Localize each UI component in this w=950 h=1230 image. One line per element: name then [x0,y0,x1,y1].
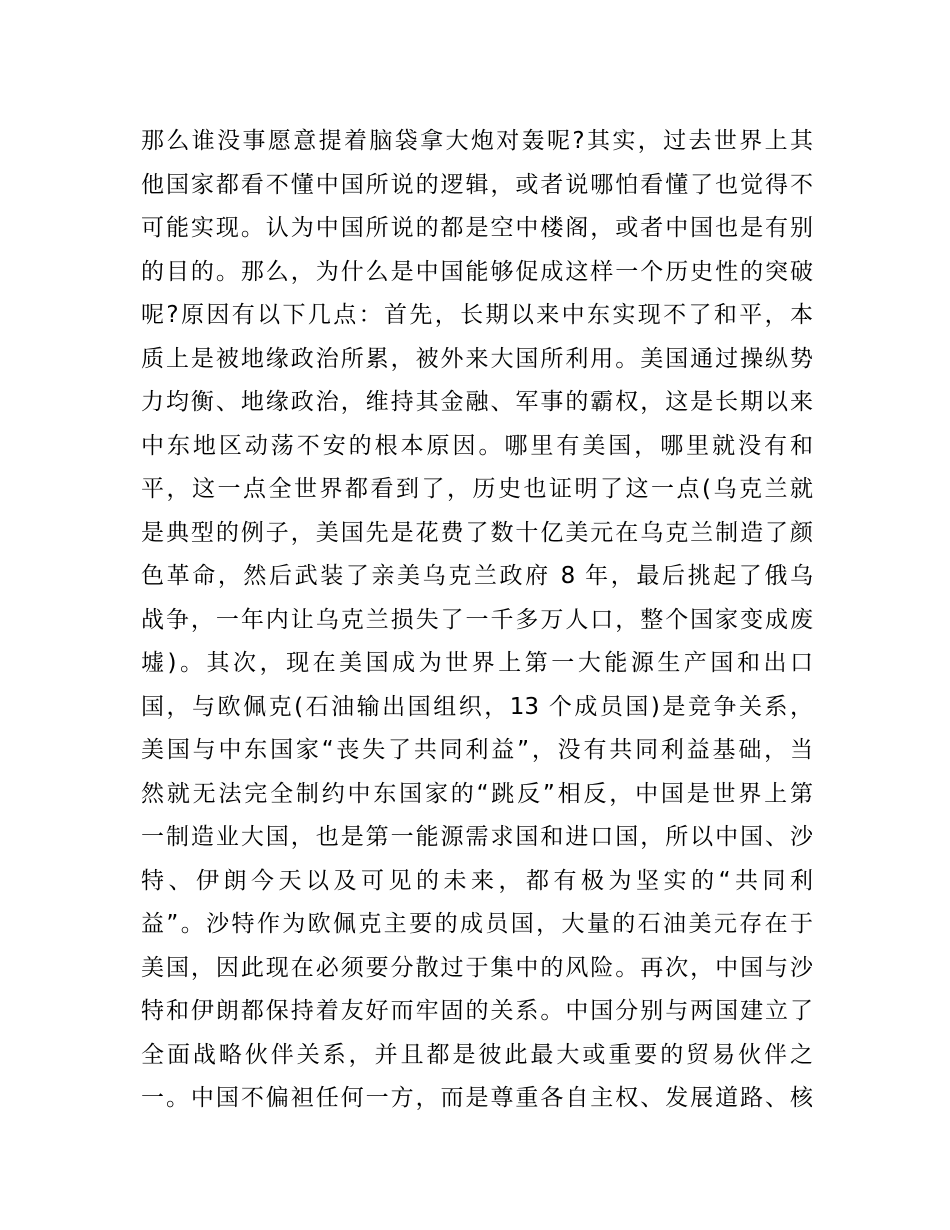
text-line: 质上是被地缘政治所累，被外来大国所利用。美国通过操纵势 [141,345,813,372]
text-line: 他国家都看不懂中国所说的逻辑，或者说哪怕看懂了也觉得不 [141,171,813,198]
text-line: 中东地区动荡不安的根本原因。哪里有美国，哪里就没有和 [141,432,813,459]
text-line: 可能实现。认为中国所说的都是空中楼阁，或者中国也是有别 [141,215,813,241]
text-line: 墟)。其次，现在美国成为世界上第一大能源生产国和出口 [141,650,813,676]
text-line: 那么谁没事愿意提着脑袋拿大炮对轰呢?其实，过去世界上其 [141,128,813,154]
body-text [141,120,813,1121]
text-line: 的目的。那么，为什么是中国能够促成这样一个历史性的突破 [141,258,813,285]
text-line: 特和伊朗都保持着友好而牢固的关系。中国分别与两国建立了 [141,998,813,1024]
text-line: 然就无法完全制约中东国家的“跳反”相反，中国是世界上第 [141,780,813,807]
text-line: 平，这一点全世界都看到了，历史也证明了这一点(乌克兰就 [141,476,813,502]
text-line: 美国，因此现在必须要分散过于集中的风险。再次，中国与沙 [141,954,813,981]
text-line: 色革命，然后武装了亲美乌克兰政府 8 年，最后挑起了俄乌 [141,563,813,589]
text-line: 美国与中东国家“丧失了共同利益”，没有共同利益基础，当 [141,737,813,763]
text-line: 特、伊朗今天以及可见的未来，都有极为坚实的“共同利 [141,867,813,894]
text-line: 一。中国不偏袒任何一方，而是尊重各自主权、发展道路、核 [141,1085,813,1111]
text-line: 一制造业大国，也是第一能源需求国和进口国，所以中国、沙 [141,824,813,850]
text-line: 战争，一年内让乌克兰损失了一千多万人口，整个国家变成废 [141,606,813,633]
text-line: 益”。沙特作为欧佩克主要的成员国，大量的石油美元存在于 [141,911,813,937]
text-line: 全面战略伙伴关系，并且都是彼此最大或重要的贸易伙伴之 [141,1041,813,1068]
text-line: 力均衡、地缘政治，维持其金融、军事的霸权，这是长期以来 [141,389,813,415]
text-line: 国，与欧佩克(石油输出国组织，13 个成员国)是竞争关系， [141,693,813,720]
text-line: 呢?原因有以下几点：首先，长期以来中东实现不了和平，本 [141,302,813,328]
text-line: 是典型的例子，美国先是花费了数十亿美元在乌克兰制造了颜 [141,519,813,546]
